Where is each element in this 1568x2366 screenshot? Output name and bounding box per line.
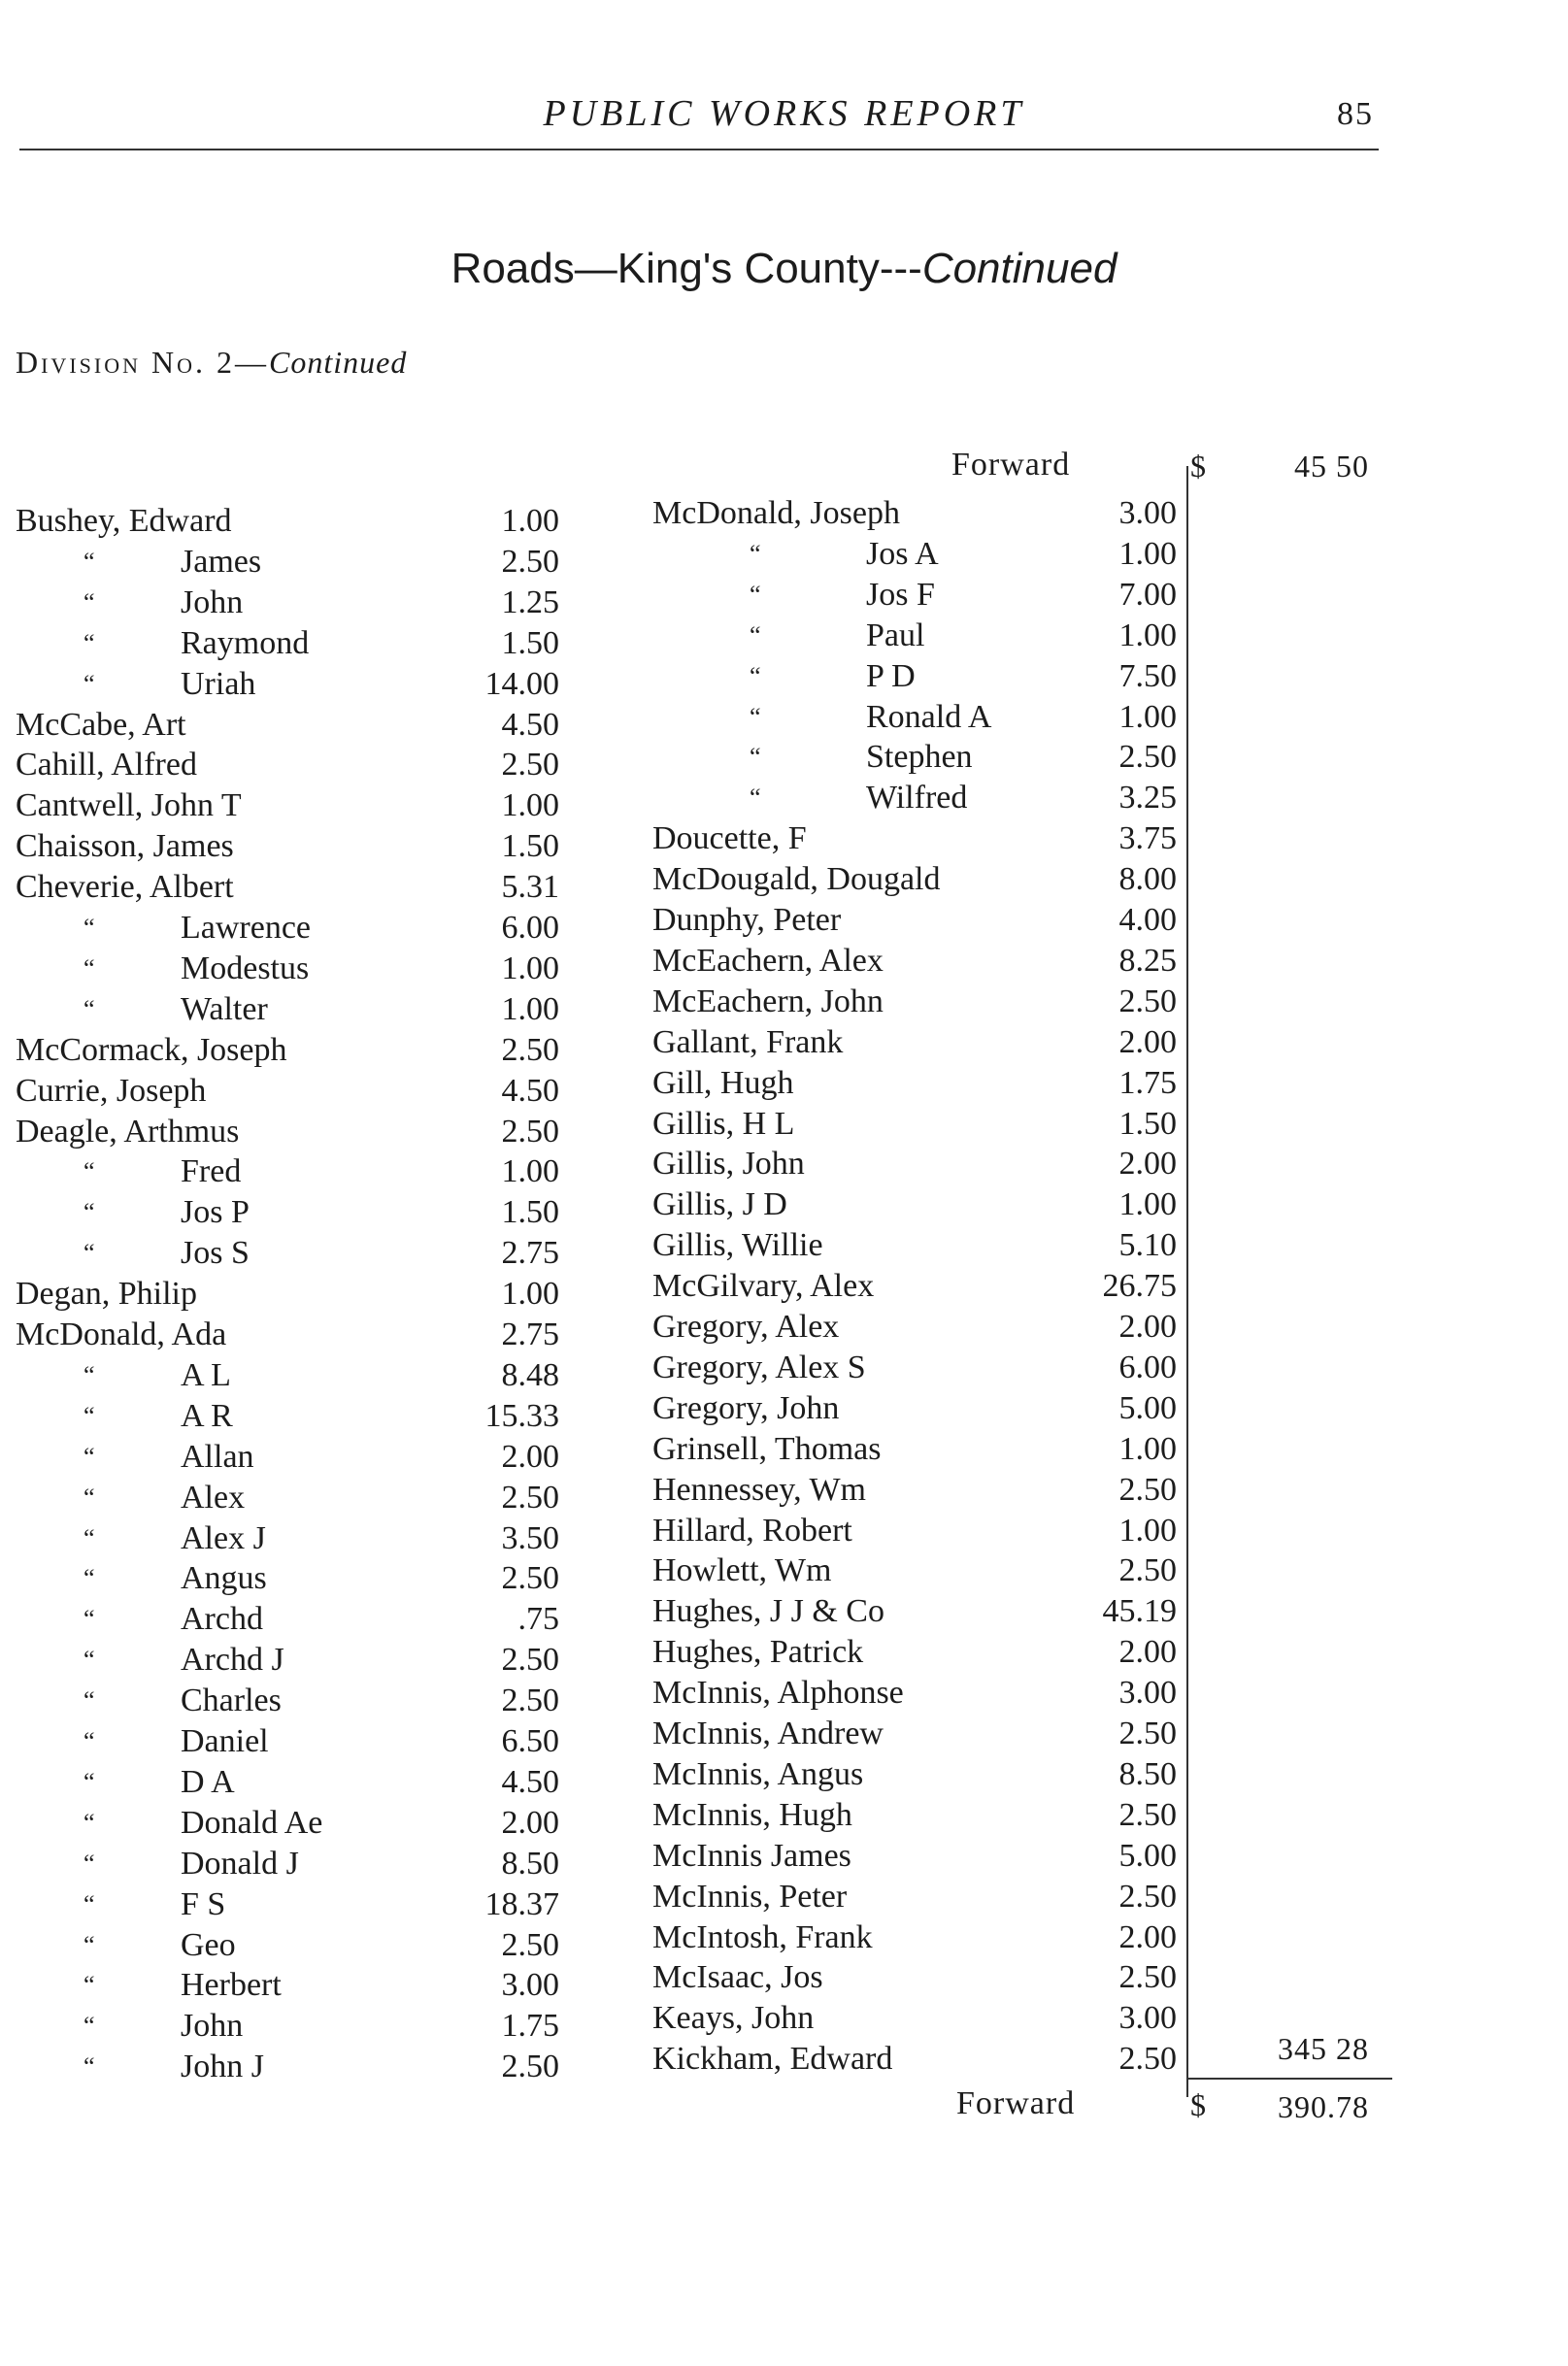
ledger-amount: 7.50 — [1118, 657, 1177, 694]
ledger-amount: 2.00 — [1118, 1309, 1177, 1345]
division-continued: Continued — [268, 345, 408, 380]
ledger-row — [652, 1184, 1196, 1224]
ledger-given-name: Uriah — [181, 665, 256, 702]
ledger-amount: 2.50 — [501, 1479, 559, 1516]
ledger-surname: Hughes, J J & Co — [652, 1593, 884, 1630]
ledger-row — [652, 1144, 1196, 1183]
ditto-mark: “ — [750, 620, 761, 650]
ledger-row — [16, 1478, 559, 1517]
ledger-row — [652, 1673, 1196, 1713]
ditto-mark: “ — [83, 1401, 95, 1430]
ledger-amount: 1.50 — [1118, 1105, 1177, 1142]
ledger-amount: 2.50 — [501, 1926, 559, 1963]
ledger-row — [16, 2006, 559, 2046]
ditto-mark: “ — [83, 914, 95, 942]
ledger-surname: McCabe, Art — [16, 706, 186, 743]
ledger-amount: 1.00 — [1118, 616, 1177, 653]
ledger-row — [16, 867, 559, 907]
ditto-mark: “ — [83, 994, 95, 1023]
ledger-row — [16, 2047, 559, 2086]
ledger-amount: 3.00 — [1118, 1675, 1177, 1712]
ledger-row — [652, 2039, 1196, 2079]
ledger-row — [16, 1071, 559, 1111]
ledger-amount: 8.50 — [501, 1845, 559, 1882]
ledger-given-name: Walter — [181, 990, 268, 1027]
ledger-row — [652, 1511, 1196, 1550]
ledger-given-name: Wilfred — [866, 780, 968, 816]
ledger-amount: 2.50 — [501, 2049, 559, 2085]
ditto-mark: “ — [83, 1442, 95, 1471]
ledger-amount: 1.00 — [1118, 1512, 1177, 1549]
ledger-row — [652, 1957, 1196, 1997]
ledger-given-name: Lawrence — [181, 910, 312, 946]
ledger-amount: 1.75 — [1118, 1064, 1177, 1101]
ledger-amount: 1.00 — [1118, 535, 1177, 572]
ledger-amount: 1.00 — [1118, 698, 1177, 735]
section-heading-main: Roads—King's County--- — [450, 245, 922, 292]
ledger-amount: 2.00 — [1118, 1146, 1177, 1183]
ledger-row — [16, 1558, 559, 1598]
ditto-mark: “ — [83, 1971, 95, 2000]
ledger-amount: 18.37 — [484, 1885, 559, 1922]
ledger-row — [16, 908, 559, 948]
ledger-surname: Degan, Philip — [16, 1276, 197, 1313]
ledger-amount: 6.50 — [501, 1723, 559, 1759]
ditto-mark: “ — [83, 587, 95, 616]
ledger-row — [16, 1721, 559, 1761]
ledger-row — [16, 1437, 559, 1477]
ledger-given-name: Daniel — [181, 1723, 269, 1759]
ledger-amount: 4.50 — [501, 1072, 559, 1109]
ledger-row — [652, 1714, 1196, 1753]
ledger-row — [16, 1844, 559, 1883]
ledger-row — [652, 1836, 1196, 1876]
ledger-row — [652, 737, 1196, 777]
ledger-row — [16, 1274, 559, 1314]
ledger-surname: Cahill, Alfred — [16, 747, 197, 783]
ledger-given-name: Allan — [181, 1438, 254, 1475]
ledger-surname: Currie, Joseph — [16, 1072, 207, 1109]
ledger-row — [652, 1225, 1196, 1265]
ledger-row — [16, 542, 559, 582]
ditto-mark: “ — [83, 1239, 95, 1268]
ledger-given-name: D A — [181, 1763, 235, 1800]
ledger-row — [652, 1998, 1196, 2038]
ledger-row — [16, 1192, 559, 1232]
subtotal-rule — [1188, 2078, 1392, 2080]
ledger-surname: Hillard, Robert — [652, 1512, 852, 1549]
ledger-amount: 6.00 — [501, 910, 559, 946]
ledger-row — [652, 859, 1196, 899]
ledger-surname: Kickham, Edward — [652, 2041, 893, 2078]
ledger-surname: Gillis, John — [652, 1146, 805, 1183]
ledger-amount: 2.00 — [501, 1804, 559, 1841]
ledger-amount: 2.50 — [501, 1560, 559, 1597]
ledger-amount: 3.00 — [1118, 2000, 1177, 2037]
ledger-given-name: Jos P — [181, 1194, 250, 1231]
ledger-amount: 7.00 — [1118, 576, 1177, 613]
ledger-surname: McIsaac, Jos — [652, 1959, 823, 1996]
ledger-surname: Doucette, F — [652, 820, 807, 857]
ledger-amount: 2.00 — [1118, 1634, 1177, 1671]
ledger-amount: 5.00 — [1118, 1389, 1177, 1426]
forward-bottom-currency: $ — [1190, 2087, 1206, 2122]
forward-top-currency: $ — [1190, 449, 1206, 483]
ledger-given-name: Herbert — [181, 1967, 282, 2004]
ledger-surname: Hennessey, Wm — [652, 1471, 867, 1508]
ledger-amount: 3.00 — [1118, 495, 1177, 531]
ledger-row — [652, 1063, 1196, 1103]
ditto-mark: “ — [83, 1523, 95, 1552]
ledger-row — [16, 1925, 559, 1965]
ledger-given-name: P D — [866, 657, 916, 694]
ditto-mark: “ — [83, 1808, 95, 1837]
ledger-surname: Deagle, Arthmus — [16, 1113, 240, 1150]
ledger-given-name: Ronald A — [866, 698, 992, 735]
ledger-amount: 1.00 — [501, 990, 559, 1027]
ledger-amount: 6.00 — [1118, 1349, 1177, 1385]
ledger-amount: 8.50 — [1118, 1755, 1177, 1792]
ditto-mark: “ — [83, 628, 95, 657]
page-number: 85 — [1337, 96, 1374, 132]
ditto-mark: “ — [83, 1727, 95, 1755]
forward-top-amount: 45 50 — [1294, 449, 1369, 483]
ledger-amount: 2.50 — [1118, 1878, 1177, 1915]
ledger-row — [652, 1388, 1196, 1428]
ledger-given-name: F S — [181, 1885, 226, 1922]
ledger-amount: .75 — [517, 1601, 559, 1638]
ledger-row — [652, 616, 1196, 655]
ledger-amount: 2.00 — [1118, 1023, 1177, 1060]
ledger-surname: McInnis, Alphonse — [652, 1675, 904, 1712]
ledger-given-name: Jos S — [181, 1235, 250, 1272]
ledger-row — [652, 493, 1196, 533]
ledger-amount: 2.50 — [1118, 739, 1177, 776]
ledger-amount: 4.50 — [501, 1763, 559, 1800]
ledger-amount: 2.50 — [501, 1031, 559, 1068]
ditto-mark: “ — [83, 547, 95, 576]
ditto-mark: “ — [83, 2052, 95, 2082]
ledger-row — [652, 656, 1196, 696]
ledger-amount: 2.50 — [501, 1113, 559, 1150]
ledger-row — [16, 1355, 559, 1395]
ledger-amount: 2.50 — [1118, 983, 1177, 1019]
ledger-surname: Dunphy, Peter — [652, 902, 842, 938]
ledger-row — [652, 900, 1196, 940]
ledger-row — [16, 1681, 559, 1720]
ledger-row — [16, 1233, 559, 1273]
ledger-row — [16, 1030, 559, 1070]
ledger-amount: 1.50 — [501, 1194, 559, 1231]
ledger-row — [16, 1803, 559, 1843]
ledger-row — [652, 778, 1196, 817]
ledger-given-name: Donald J — [181, 1845, 299, 1882]
ledger-amount: 1.00 — [1118, 1430, 1177, 1467]
ledger-row — [652, 1754, 1196, 1794]
ditto-mark: “ — [750, 539, 761, 568]
ledger-row — [652, 575, 1196, 615]
ledger-surname: Gregory, John — [652, 1389, 840, 1426]
ledger-given-name: A R — [181, 1397, 233, 1434]
ledger-given-name: Charles — [181, 1683, 282, 1719]
running-title: PUBLIC WORKS REPORT — [543, 93, 1025, 134]
section-heading-continued: Continued — [921, 245, 1118, 292]
ditto-mark: “ — [750, 661, 761, 690]
ledger-surname: Gillis, H L — [652, 1105, 795, 1142]
ledger-given-name: Fred — [181, 1153, 242, 1190]
ledger-amount: 2.75 — [501, 1235, 559, 1272]
ledger-amount: 1.75 — [501, 2008, 559, 2045]
ledger-row — [652, 1550, 1196, 1590]
ledger-amount: 4.50 — [501, 706, 559, 743]
ledger-row — [652, 697, 1196, 737]
ledger-row — [16, 1965, 559, 2005]
ledger-given-name: Jos F — [866, 576, 935, 613]
ledger-given-name: Jos A — [866, 535, 939, 572]
ledger-amount: 8.48 — [501, 1356, 559, 1393]
forward-bottom-amount: 390.78 — [1278, 2089, 1369, 2124]
ditto-mark: “ — [83, 1564, 95, 1593]
ledger-row — [16, 1112, 559, 1151]
ledger-surname: Chaisson, James — [16, 828, 234, 865]
ledger-surname: McInnis, Angus — [652, 1755, 864, 1792]
ditto-mark: “ — [83, 953, 95, 983]
ledger-surname: Gallant, Frank — [652, 1023, 844, 1060]
ledger-surname: McIntosh, Frank — [652, 1918, 873, 1955]
ledger-amount: 26.75 — [1102, 1268, 1177, 1305]
ledger-amount: 1.25 — [501, 583, 559, 620]
ledger-amount: 2.00 — [501, 1438, 559, 1475]
ledger-surname: Hughes, Patrick — [652, 1634, 864, 1671]
ledger-given-name: James — [181, 543, 262, 580]
ledger-row — [16, 705, 559, 745]
division-label: Division No. 2— — [16, 345, 269, 380]
ledger-row — [16, 664, 559, 704]
ledger-surname: McInnis James — [652, 1837, 851, 1874]
ledger-amount: 8.00 — [1118, 861, 1177, 898]
ledger-row — [16, 1762, 559, 1802]
ledger-amount: 1.00 — [501, 1153, 559, 1190]
ledger-row — [16, 949, 559, 988]
ledger-surname: McEachern, John — [652, 983, 884, 1019]
ledger-amount: 5.00 — [1118, 1837, 1177, 1874]
ledger-amount: 1.00 — [501, 787, 559, 824]
ledger-row — [16, 583, 559, 622]
ledger-amount: 45.19 — [1102, 1593, 1177, 1630]
forward-top-label: Forward — [951, 447, 1071, 483]
ledger-amount: 1.50 — [501, 828, 559, 865]
ledger-row — [652, 1429, 1196, 1469]
ledger-amount: 3.75 — [1118, 820, 1177, 857]
ledger-row — [652, 941, 1196, 981]
ledger-amount: 4.00 — [1118, 902, 1177, 938]
ledger-row — [652, 982, 1196, 1021]
ledger-row — [652, 1877, 1196, 1916]
ledger-given-name: Donald Ae — [181, 1804, 323, 1841]
ledger-amount: 2.50 — [1118, 1959, 1177, 1996]
ledger-row — [652, 1917, 1196, 1957]
ledger-surname: McInnis, Hugh — [652, 1796, 852, 1833]
ledger-amount: 3.25 — [1118, 780, 1177, 816]
ditto-mark: “ — [83, 1849, 95, 1878]
ledger-row — [16, 623, 559, 663]
ledger-given-name: Geo — [181, 1926, 236, 1963]
ledger-row — [652, 1470, 1196, 1510]
ledger-surname: Gill, Hugh — [652, 1064, 794, 1101]
ditto-mark: “ — [83, 1605, 95, 1634]
ditto-mark: “ — [83, 669, 95, 698]
ledger-amount: 2.50 — [501, 747, 559, 783]
ledger-surname: McCormack, Joseph — [16, 1031, 287, 1068]
ledger-row — [16, 1151, 559, 1191]
ledger-amount: 2.50 — [501, 543, 559, 580]
ledger-row — [652, 818, 1196, 858]
ditto-mark: “ — [83, 1930, 95, 1959]
ledger-amount: 2.50 — [501, 1642, 559, 1679]
ledger-row — [16, 1599, 559, 1639]
ledger-amount: 1.00 — [501, 1276, 559, 1313]
ledger-row — [16, 1518, 559, 1558]
ledger-amount: 1.00 — [1118, 1186, 1177, 1223]
ditto-mark: “ — [83, 2012, 95, 2041]
ledger-row — [652, 1022, 1196, 1062]
ditto-mark: “ — [750, 743, 761, 772]
ledger-row — [16, 501, 559, 541]
ledger-given-name: Raymond — [181, 624, 310, 661]
ledger-given-name: John J — [181, 2049, 264, 2085]
ditto-mark: “ — [83, 1889, 95, 1918]
ledger-row — [652, 1795, 1196, 1835]
ledger-amount: 1.50 — [501, 624, 559, 661]
ledger-amount: 2.50 — [501, 1683, 559, 1719]
ledger-surname: McDonald, Ada — [16, 1316, 227, 1352]
ledger-surname: Gregory, Alex — [652, 1309, 840, 1345]
ledger-surname: McEachern, Alex — [652, 942, 884, 979]
ledger-surname: McGilvary, Alex — [652, 1268, 875, 1305]
ledger-row — [16, 989, 559, 1029]
ledger-surname: McDougald, Dougald — [652, 861, 941, 898]
ledger-amount: 3.00 — [501, 1967, 559, 2004]
ledger-amount: 15.33 — [484, 1397, 559, 1434]
ledger-given-name: Stephen — [866, 739, 973, 776]
division-heading — [16, 345, 407, 381]
ledger-amount: 2.75 — [501, 1316, 559, 1352]
ledger-surname: Grinsell, Thomas — [652, 1430, 882, 1467]
ledger-surname: Cantwell, John T — [16, 787, 242, 824]
ledger-amount: 5.10 — [1118, 1227, 1177, 1264]
ditto-mark: “ — [83, 1360, 95, 1389]
ditto-mark: “ — [750, 580, 761, 609]
ledger-given-name: Archd J — [181, 1642, 284, 1679]
ledger-amount: 2.00 — [1118, 1918, 1177, 1955]
ditto-mark: “ — [750, 783, 761, 813]
ledger-amount: 2.50 — [1118, 2041, 1177, 2078]
ledger-surname: McInnis, Andrew — [652, 1716, 884, 1751]
ditto-mark: “ — [750, 702, 761, 731]
ledger-given-name: Archd — [181, 1601, 263, 1638]
ledger-surname: Gillis, J D — [652, 1186, 787, 1223]
subtotal-amount: 345 28 — [1278, 2031, 1369, 2066]
ledger-given-name: John — [181, 583, 244, 620]
ledger-amount: 5.31 — [501, 869, 559, 906]
ledger-surname: Keays, John — [652, 2000, 815, 2037]
running-head — [0, 92, 1568, 137]
ledger-given-name: Angus — [181, 1560, 267, 1597]
ledger-given-name: Alex — [181, 1479, 246, 1516]
ledger-row — [16, 1315, 559, 1354]
ledger-row — [16, 1396, 559, 1436]
ledger-row — [16, 826, 559, 866]
header-rule — [19, 149, 1379, 150]
ledger-row — [16, 785, 559, 825]
ledger-given-name: John — [181, 2008, 244, 2045]
ledger-row — [652, 1307, 1196, 1347]
ledger-given-name: Alex J — [181, 1519, 266, 1556]
ledger-surname: Gillis, Willie — [652, 1227, 823, 1264]
ledger-row — [16, 1640, 559, 1680]
ledger-amount: 1.00 — [501, 503, 559, 539]
ledger-given-name: Modestus — [181, 950, 310, 986]
ledger-amount: 2.50 — [1118, 1796, 1177, 1833]
ledger-surname: Cheverie, Albert — [16, 869, 234, 906]
ledger-surname: Bushey, Edward — [16, 503, 232, 539]
ledger-surname: Gregory, Alex S — [652, 1349, 866, 1385]
ledger-row — [652, 1348, 1196, 1387]
section-heading — [0, 245, 1568, 293]
ledger-surname: McInnis, Peter — [652, 1878, 848, 1915]
ledger-amount: 1.00 — [501, 950, 559, 986]
ledger-given-name: Paul — [866, 616, 925, 653]
ditto-mark: “ — [83, 1483, 95, 1512]
ledger-given-name: A L — [181, 1356, 231, 1393]
ledger-row — [16, 1884, 559, 1924]
ledger-row — [652, 1104, 1196, 1144]
ledger-row — [652, 534, 1196, 574]
ledger-amount: 2.50 — [1118, 1471, 1177, 1508]
ledger-amount: 14.00 — [484, 665, 559, 702]
ledger-row — [652, 1632, 1196, 1672]
ditto-mark: “ — [83, 1198, 95, 1227]
ledger-amount: 2.50 — [1118, 1552, 1177, 1589]
ledger-surname: Howlett, Wm — [652, 1552, 832, 1589]
ledger-row — [652, 1591, 1196, 1631]
ledger-amount: 8.25 — [1118, 942, 1177, 979]
ditto-mark: “ — [83, 1686, 95, 1716]
ledger-amount: 3.50 — [501, 1519, 559, 1556]
ledger-surname: McDonald, Joseph — [652, 495, 900, 531]
ledger-row — [652, 1266, 1196, 1306]
ditto-mark: “ — [83, 1767, 95, 1796]
ledger-row — [16, 745, 559, 784]
ditto-mark: “ — [83, 1157, 95, 1186]
ledger-amount: 2.50 — [1118, 1716, 1177, 1751]
ditto-mark: “ — [83, 1646, 95, 1675]
forward-bottom-label: Forward — [956, 2085, 1076, 2121]
